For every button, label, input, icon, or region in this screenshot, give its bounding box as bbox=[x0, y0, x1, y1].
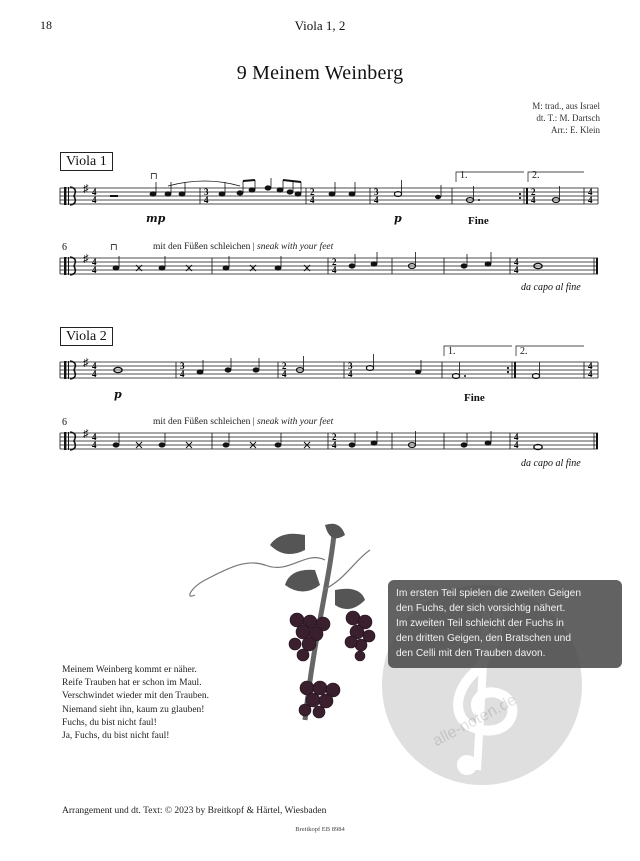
svg-text:4: 4 bbox=[282, 369, 287, 379]
svg-text:4: 4 bbox=[92, 265, 97, 275]
svg-text:4: 4 bbox=[180, 369, 185, 379]
svg-text:4: 4 bbox=[514, 432, 519, 442]
edition-number: Breitkopf EB 8984 bbox=[295, 826, 345, 833]
page-title: 9 Meinem Weinberg bbox=[236, 62, 404, 84]
lyrics-line: Niemand sieht ihn, kaum zu glauben! bbox=[62, 704, 205, 715]
svg-text:3: 3 bbox=[204, 187, 209, 197]
svg-text:4: 4 bbox=[374, 195, 379, 205]
svg-text:2: 2 bbox=[531, 187, 536, 197]
grape-cluster bbox=[345, 611, 375, 661]
svg-text:4: 4 bbox=[92, 432, 97, 442]
staff-viola1-system1 bbox=[0, 170, 640, 230]
volta-1: 1. bbox=[460, 170, 468, 181]
volta-1: 1. bbox=[448, 346, 456, 357]
part-label-viola-1: Viola 1 bbox=[60, 152, 113, 171]
svg-text:4: 4 bbox=[310, 195, 315, 205]
svg-text:4: 4 bbox=[332, 440, 337, 450]
svg-text:4: 4 bbox=[514, 440, 519, 450]
svg-text:⊓: ⊓ bbox=[110, 242, 118, 252]
watermark-text: alle-noten.de bbox=[430, 691, 520, 751]
instruction-german: mit den Füßen schleichen | bbox=[153, 417, 255, 427]
callout-line: den Celli mit den Trauben davon. bbox=[396, 648, 546, 659]
svg-text:4: 4 bbox=[92, 369, 97, 379]
svg-text:4: 4 bbox=[514, 257, 519, 267]
svg-text:2: 2 bbox=[282, 361, 287, 371]
dynamic-p: p bbox=[114, 388, 122, 401]
instruction-german: mit den Füßen schleichen | bbox=[153, 242, 255, 252]
svg-text:3: 3 bbox=[374, 187, 379, 197]
volta-2: 2. bbox=[532, 170, 540, 181]
lyrics-line: Ja, Fuchs, du bist nicht faul! bbox=[62, 731, 170, 742]
svg-text:2: 2 bbox=[310, 187, 315, 197]
callout-line: den dritten Geigen, den Bratschen und bbox=[396, 633, 572, 644]
credit-music: M: trad., aus Israel bbox=[532, 101, 600, 111]
svg-text:4: 4 bbox=[332, 265, 337, 275]
lyrics-line: Reife Trauben hat er schon im Maul. bbox=[62, 678, 202, 689]
dynamic-p: p bbox=[394, 212, 402, 225]
part-label-viola-2: Viola 2 bbox=[60, 327, 113, 346]
svg-text:♯: ♯ bbox=[83, 183, 89, 195]
copyright-notice: Arrangement und dt. Text: © 2023 by Breitkopf & Härtel, Wiesbaden bbox=[62, 806, 327, 816]
svg-text:4: 4 bbox=[348, 369, 353, 379]
svg-text:4: 4 bbox=[514, 265, 519, 275]
svg-text:4: 4 bbox=[92, 440, 97, 450]
svg-text:4: 4 bbox=[588, 187, 593, 197]
grape-cluster bbox=[289, 613, 330, 661]
callout-line: den Fuchs, der sich vorsichtig nähert. bbox=[396, 603, 566, 614]
svg-text:3: 3 bbox=[180, 361, 185, 371]
info-callout bbox=[388, 580, 622, 668]
credit-arrangement: Arr.: E. Klein bbox=[551, 125, 600, 135]
svg-text:4: 4 bbox=[588, 369, 593, 379]
svg-text:2: 2 bbox=[332, 432, 337, 442]
measure-number: 6 bbox=[62, 242, 67, 253]
svg-text:3: 3 bbox=[348, 361, 353, 371]
lyrics-line: Verschwindet wieder mit den Trauben. bbox=[62, 691, 209, 702]
staff-viola2-system1 bbox=[0, 344, 640, 394]
credit-text: dt. T.: M. Dartsch bbox=[536, 113, 600, 123]
running-head: Viola 1, 2 bbox=[294, 18, 346, 33]
page-number: 18 bbox=[40, 18, 52, 32]
lyrics-line: Meinem Weinberg kommt er näher. bbox=[62, 665, 197, 675]
svg-text:4: 4 bbox=[588, 361, 593, 371]
lyrics bbox=[62, 664, 209, 743]
svg-text:♯: ♯ bbox=[83, 357, 89, 369]
credits bbox=[532, 100, 600, 136]
svg-text:4: 4 bbox=[92, 361, 97, 371]
svg-text:⊓: ⊓ bbox=[150, 171, 158, 181]
dynamic-mp: mp bbox=[146, 212, 166, 225]
lyrics-line: Fuchs, du bist nicht faul! bbox=[62, 717, 157, 728]
measure-number: 6 bbox=[62, 417, 67, 428]
fine-marking: Fine bbox=[468, 215, 489, 227]
instruction-english: sneak with your feet bbox=[257, 242, 334, 252]
fine-marking: Fine bbox=[464, 392, 485, 404]
grape-vine-illustration bbox=[185, 520, 385, 730]
da-capo-marking: da capo al fine bbox=[521, 282, 581, 293]
callout-line: Im ersten Teil spielen die zweiten Geigen bbox=[396, 588, 581, 599]
svg-text:4: 4 bbox=[92, 195, 97, 205]
svg-text:4: 4 bbox=[531, 195, 536, 205]
svg-text:4: 4 bbox=[92, 187, 97, 197]
svg-text:♯: ♯ bbox=[83, 428, 89, 440]
svg-text:4: 4 bbox=[588, 195, 593, 205]
callout-line: Im zweiten Teil schleicht der Fuchs in bbox=[396, 618, 564, 629]
svg-text:♯: ♯ bbox=[83, 253, 89, 265]
da-capo-marking: da capo al fine bbox=[521, 458, 581, 469]
instruction-english: sneak with your feet bbox=[257, 417, 334, 427]
svg-text:2: 2 bbox=[332, 257, 337, 267]
volta-2: 2. bbox=[520, 346, 528, 357]
svg-text:4: 4 bbox=[204, 195, 209, 205]
svg-text:4: 4 bbox=[92, 257, 97, 267]
